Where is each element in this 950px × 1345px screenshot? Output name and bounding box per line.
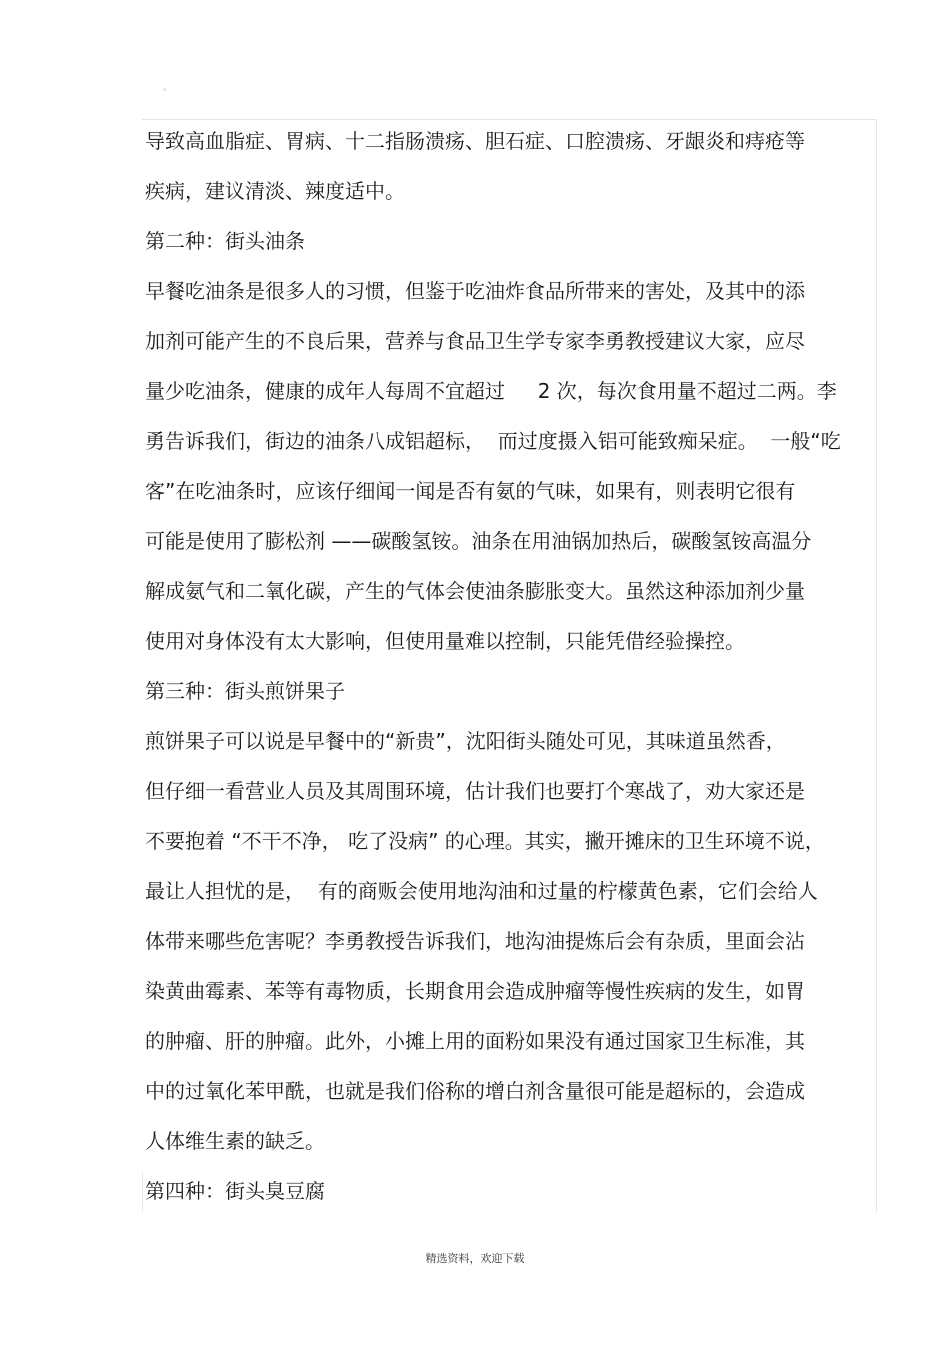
paragraph-line: 最让人担忧的是， 有的商贩会使用地沟油和过量的柠檬黄色素，它们会给人 xyxy=(145,879,818,903)
paragraph-line: 的肿瘤、肝的肿瘤。此外，小摊上用的面粉如果没有通过国家卫生标准，其 xyxy=(145,1029,805,1053)
paragraph-line: 早餐吃油条是很多人的习惯，但鉴于吃油炸食品所带来的害处，及其中的添 xyxy=(145,279,805,303)
paragraph-line: 煎饼果子可以说是早餐中的“新贵”，沈阳街头随处可见，其味道虽然香， xyxy=(145,729,786,753)
section-heading: 第四种：街头臭豆腐 xyxy=(145,1179,325,1203)
section-heading: 第二种：街头油条 xyxy=(145,229,305,253)
paragraph-line: 疾病，建议清淡、辣度适中。 xyxy=(145,179,405,203)
paragraph-line: 但仔细一看营业人员及其周围环境，估计我们也要打个寒战了，劝大家还是 xyxy=(145,779,805,803)
paragraph-line: 加剂可能产生的不良后果，营养与食品卫生学专家李勇教授建议大家，应尽 xyxy=(145,329,805,353)
paragraph-line: 不要抱着 “不干不净， 吃了没病” 的心理。其实，撇开摊床的卫生环境不说， xyxy=(145,829,825,853)
paragraph-line: 量少吃油条，健康的成年人每周不宜超过 2 次，每次食用量不超过二两。李 xyxy=(145,379,837,403)
paragraph-line: 解成氨气和二氧化碳，产生的气体会使油条膨胀变大。虽然这种添加剂少量 xyxy=(145,579,805,603)
paragraph-line: 客”在吃油条时，应该仔细闻一闻是否有氨的气味，如果有，则表明它很有 xyxy=(145,479,796,503)
section-heading: 第三种：街头煎饼果子 xyxy=(145,679,345,703)
paragraph-line: 中的过氧化苯甲酰，也就是我们俗称的增白剂含量很可能是超标的，会造成 xyxy=(145,1079,805,1103)
paragraph-line: 体带来哪些危害呢？李勇教授告诉我们，地沟油提炼后会有杂质，里面会沾 xyxy=(145,929,805,953)
paragraph-line: 使用对身体没有太大影响，但使用量难以控制，只能凭借经验操控。 xyxy=(145,629,745,653)
paragraph-line: 可能是使用了膨松剂 ——碳酸氢铵。油条在用油锅加热后，碳酸氢铵高温分 xyxy=(145,529,812,553)
paragraph-line: 导致高血脂症、胃病、十二指肠溃疡、胆石症、口腔溃疡、牙龈炎和痔疮等 xyxy=(145,129,805,153)
paragraph-line: 人体维生素的缺乏。 xyxy=(145,1129,325,1153)
paragraph-line: 勇告诉我们，街边的油条八成铝超标， 而过度摄入铝可能致痴呆症。 一般“吃 xyxy=(145,429,841,453)
paragraph-line: 染黄曲霉素、苯等有毒物质，长期食用会造成肿瘤等慢性疾病的发生，如胃 xyxy=(145,979,805,1003)
page-footer: 精选资料，欢迎下载 xyxy=(425,1252,525,1265)
page-mark: 。 xyxy=(163,83,171,92)
